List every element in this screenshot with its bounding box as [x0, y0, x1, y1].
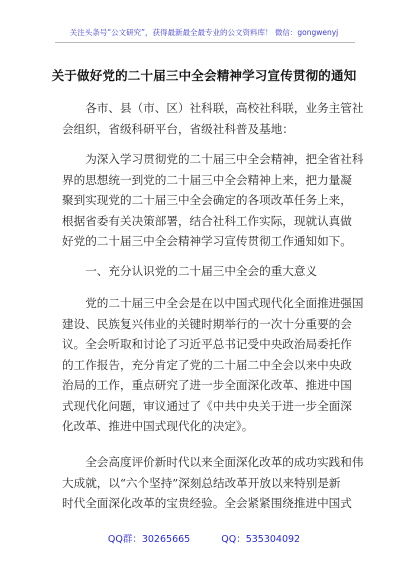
paragraph-line: 时代全面深化改革的宝贵经验。全会紧紧围绕推进中国式 — [62, 496, 352, 510]
addressee-line: 会组织，省级科研平台，省级社科普及基地： — [62, 121, 294, 136]
paragraph-line: 界的思想统一到党的二十届三中全会精神上来，把力量凝 — [62, 172, 352, 187]
paragraph-line: 议。全会听取和讨论了习近平总书记受中央政治局委托作 — [62, 337, 352, 351]
footer-qq-group: QQ群：30265665 — [107, 534, 191, 545]
paragraph-line: 党的二十届三中全会是在以中国式现代化全面推进强国 — [62, 296, 364, 310]
paragraph-3 — [62, 452, 364, 514]
paragraph-line: 全会高度评价新时代以来全面深化改革的成功实践和伟 — [62, 455, 364, 469]
footer-contact — [0, 531, 408, 545]
paragraph-line: 化改革、推进中国式现代化的决定》。 — [62, 419, 254, 433]
paragraph-line: 好党的二十届三中全会精神学习宣传贯彻工作通知如下。 — [62, 234, 352, 248]
paragraph-line: 根据省委有关决策部署，结合社科工作实际，现就认真做 — [62, 213, 352, 228]
paragraph-line: 大成就，以“六个坚持”深刻总结改革开放以来特别是新 — [62, 475, 341, 490]
header-note: 关注头条号“公文研究”，获得最新最全最专业的公文资料库！ 微信：gongwenyj — [69, 28, 339, 37]
footer-qq: QQ：535304092 — [221, 534, 301, 545]
paragraph-line: 治局的工作，重点研究了进一步全面深化改革、推进中国 — [62, 378, 352, 392]
paragraph-2 — [62, 293, 364, 437]
paragraph-line: 为深入学习贯彻党的二十届三中全会精神，把全省社科 — [62, 152, 364, 166]
paragraph-line: 式现代化问题，审议通过了《中共中央关于进一步全面深 — [62, 398, 352, 413]
addressee-line: 各市、县（市、区）社科联，高校社科联，业务主管社 — [62, 101, 364, 115]
paragraph-line: 建设、民族复兴伟业的关键时期举行的一次十分重要的会 — [62, 316, 352, 331]
section-1-heading: 一、充分认识党的二十届三中全会的重大意义 — [62, 264, 318, 278]
paragraph-line: 聚到实现党的二十届三中全会确定的各项改革任务上来， — [62, 193, 352, 207]
paragraph-1 — [62, 149, 364, 252]
addressee-block — [62, 98, 364, 139]
header-divider — [55, 42, 355, 43]
document-title: 关于做好党的二十届三中全会精神学习宣传贯彻的通知 — [51, 68, 357, 83]
paragraph-line: 的工作报告，充分肯定了党的二十届二中全会以来中央政 — [62, 357, 352, 372]
section-1-heading-block — [62, 261, 352, 282]
